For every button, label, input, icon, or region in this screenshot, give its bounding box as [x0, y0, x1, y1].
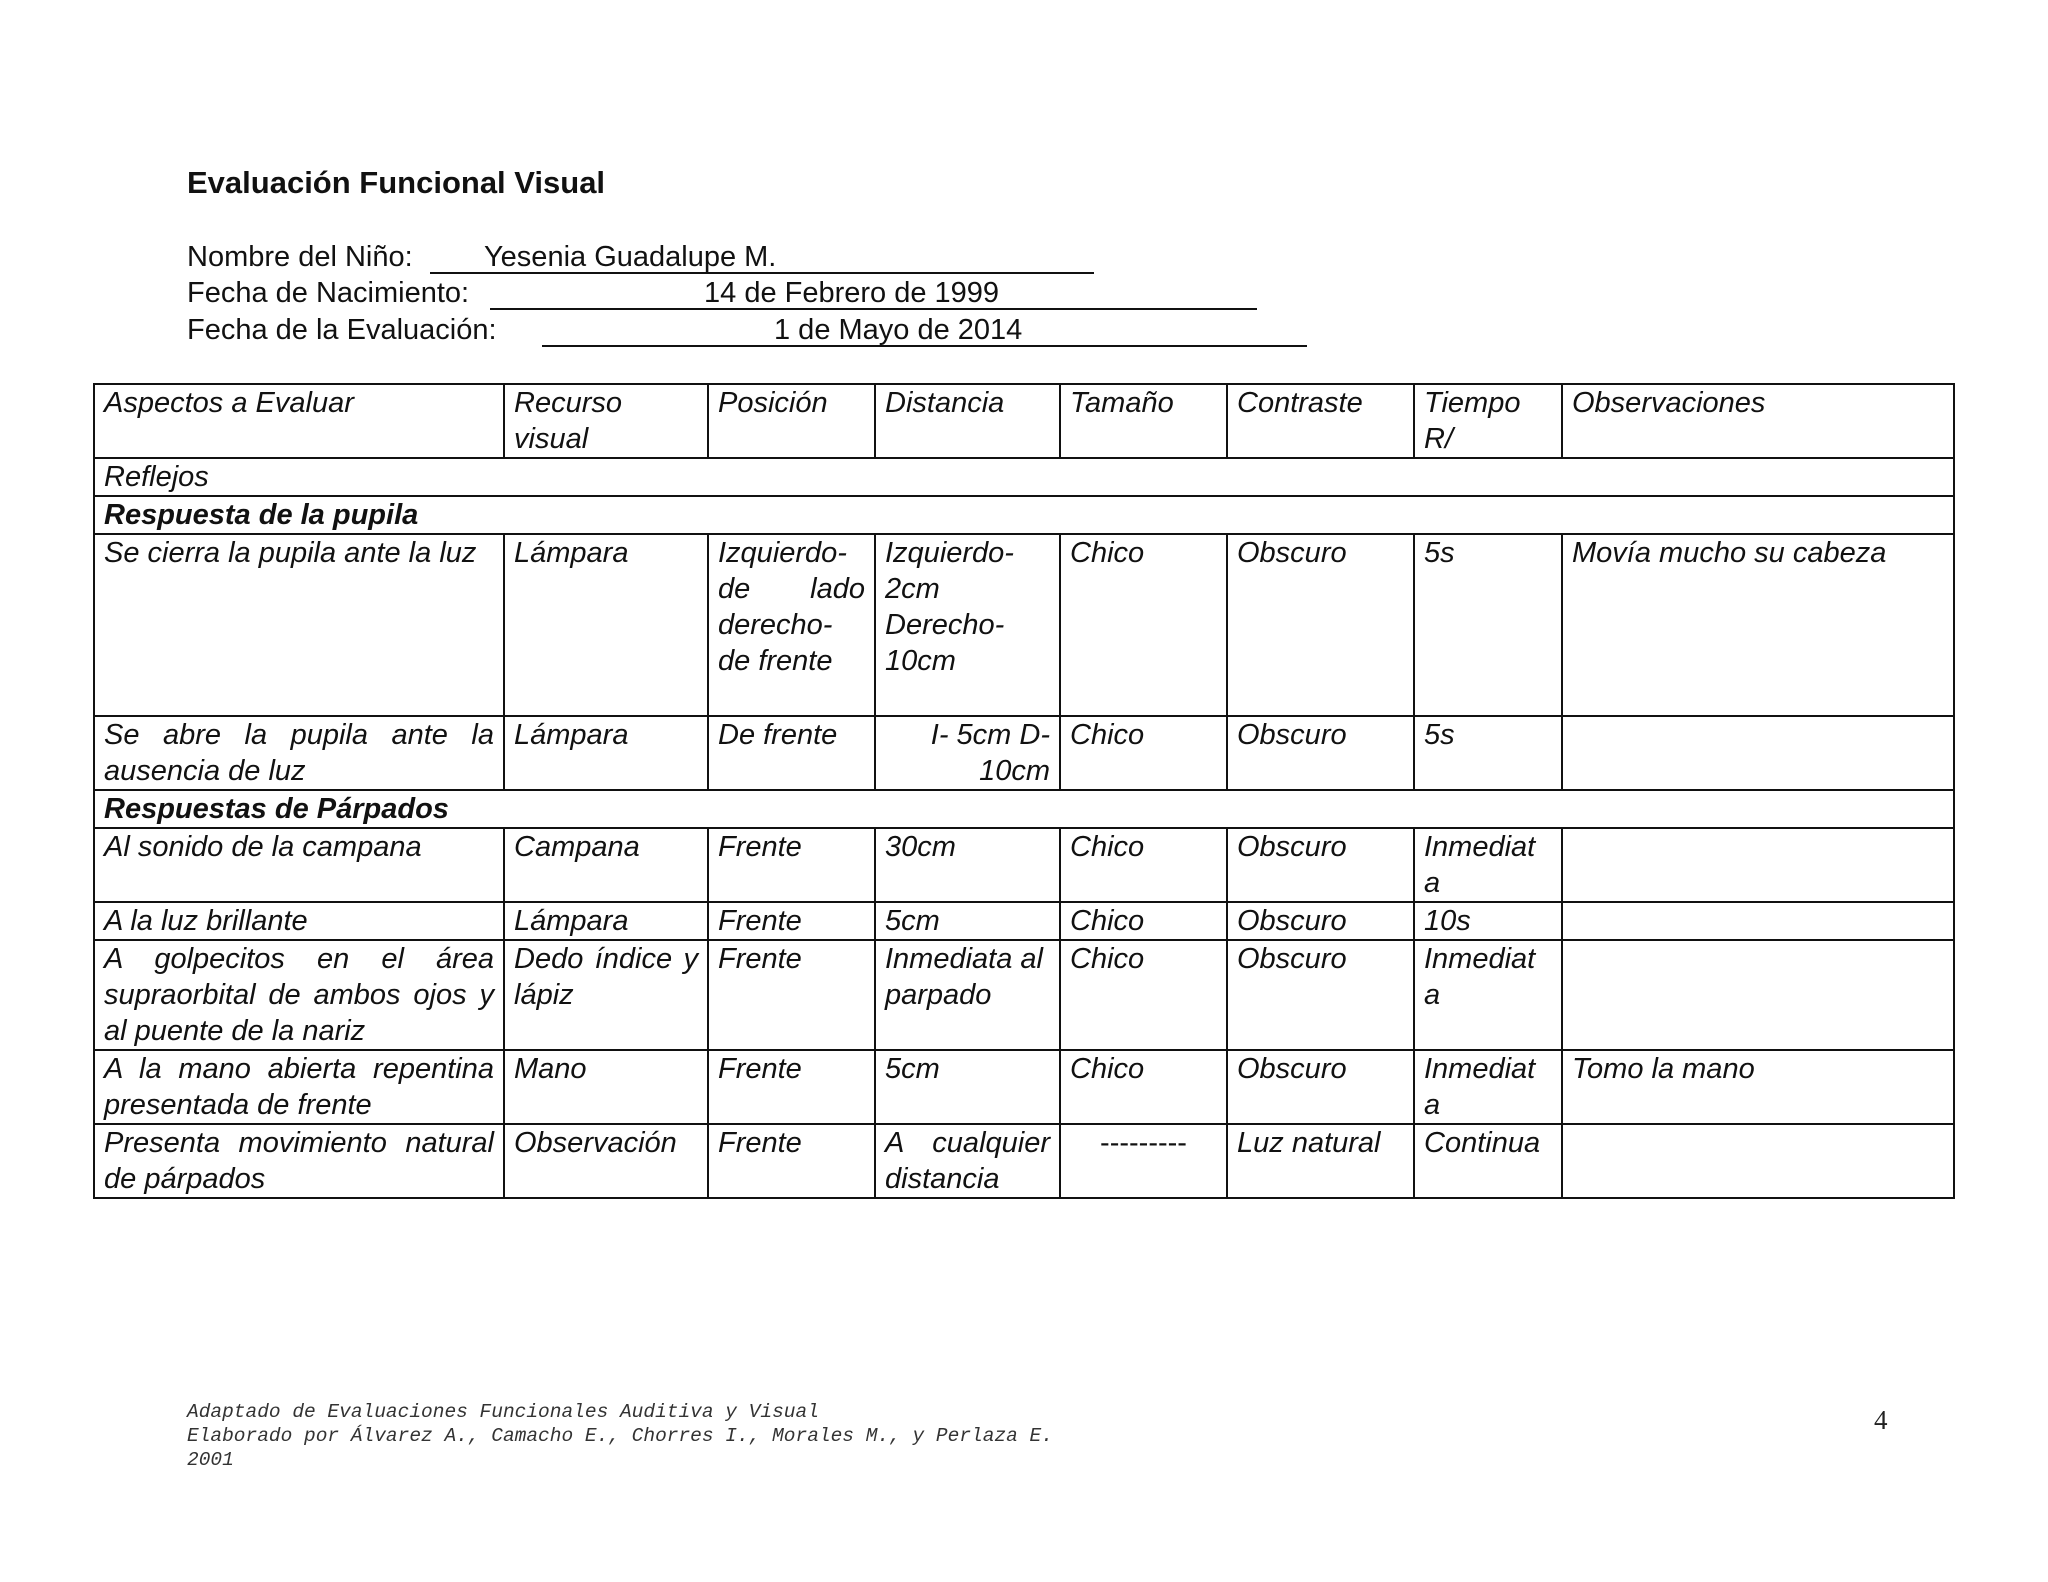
section-row — [94, 458, 1954, 496]
footer-line: Adaptado de Evaluaciones Funcionales Auditiva y Visual — [187, 1401, 819, 1423]
cell-position: Frente — [708, 828, 875, 902]
cell-size: Chico — [1060, 534, 1227, 716]
cell-aspect: Al sonido de la campana — [94, 828, 504, 902]
cell-resource: Campana — [504, 828, 708, 902]
cell-time: 5s — [1414, 534, 1562, 716]
table-row — [94, 534, 1954, 716]
cell-time: Continua — [1414, 1124, 1562, 1198]
cell-distance: Izquierdo- 2cm Derecho- 10cm — [875, 534, 1060, 716]
eval-value: 1 de Mayo de 2014 — [774, 314, 1023, 346]
cell-position: De frente — [708, 716, 875, 790]
header-cell: Distancia — [875, 384, 1060, 458]
table-row — [94, 1050, 1954, 1124]
footer-credits — [187, 1400, 1053, 1472]
cell-size: Chico — [1060, 716, 1227, 790]
cell-distance: I- 5cm D-10cm — [875, 716, 1060, 790]
document-title: Evaluación Funcional Visual — [187, 165, 606, 200]
cell-aspect: A la mano abierta repentina presentada de frente — [94, 1050, 504, 1124]
table-row — [94, 828, 1954, 902]
cell-position: Frente — [708, 1124, 875, 1198]
cell-contrast: Obscuro — [1227, 902, 1414, 940]
section-parpados: Respuestas de Párpados — [94, 790, 1954, 828]
cell-resource: Lámpara — [504, 534, 708, 716]
footer-line: 2001 — [187, 1449, 234, 1471]
cell-position: Izquierdo- de lado derecho- de frente — [708, 534, 875, 716]
name-value: Yesenia Guadalupe M. — [484, 241, 777, 273]
cell-time: Inmediat a — [1414, 828, 1562, 902]
table-row — [94, 940, 1954, 1050]
cell-observations: Tomo la mano — [1562, 1050, 1954, 1124]
cell-resource: Dedo índice y lápiz — [504, 940, 708, 1050]
cell-contrast: Obscuro — [1227, 828, 1414, 902]
cell-distance: A cualquier distancia — [875, 1124, 1060, 1198]
cell-contrast: Obscuro — [1227, 1050, 1414, 1124]
section-row — [94, 790, 1954, 828]
cell-time: 10s — [1414, 902, 1562, 940]
cell-size: Chico — [1060, 828, 1227, 902]
footer-line: Elaborado por Álvarez A., Camacho E., Chorres I., Morales M., y Perlaza E. — [187, 1425, 1053, 1447]
cell-distance: 5cm — [875, 902, 1060, 940]
cell-aspect: Se abre la pupila ante la ausencia de luz — [94, 716, 504, 790]
cell-contrast: Obscuro — [1227, 940, 1414, 1050]
cell-position: Frente — [708, 940, 875, 1050]
cell-size: Chico — [1060, 902, 1227, 940]
cell-size: Chico — [1060, 940, 1227, 1050]
table-row — [94, 716, 1954, 790]
cell-aspect: Presenta movimiento natural de párpados — [94, 1124, 504, 1198]
cell-aspect: A la luz brillante — [94, 902, 504, 940]
section-row — [94, 496, 1954, 534]
header-cell: Posición — [708, 384, 875, 458]
eval-label: Fecha de la Evaluación: — [187, 314, 497, 346]
header-row — [94, 384, 1954, 458]
cell-distance: 30cm — [875, 828, 1060, 902]
page-number: 4 — [1874, 1405, 1888, 1435]
header-cell: Contraste — [1227, 384, 1414, 458]
header-cell: Tiempo R/ — [1414, 384, 1562, 458]
cell-aspect: A golpecitos en el área supraorbital de ambos ojos y al puente de la nariz — [94, 940, 504, 1050]
cell-time: Inmediat a — [1414, 1050, 1562, 1124]
cell-resource: Lámpara — [504, 902, 708, 940]
cell-size: Chico — [1060, 1050, 1227, 1124]
cell-distance: 5cm — [875, 1050, 1060, 1124]
section-pupila: Respuesta de la pupila — [94, 496, 1954, 534]
cell-time: 5s — [1414, 716, 1562, 790]
cell-distance: Inmediata al parpado — [875, 940, 1060, 1050]
cell-aspect: Se cierra la pupila ante la luz — [94, 534, 504, 716]
cell-size: --------- — [1060, 1124, 1227, 1198]
cell-time: Inmediat a — [1414, 940, 1562, 1050]
cell-position: Frente — [708, 902, 875, 940]
cell-observations — [1562, 902, 1954, 940]
cell-observations — [1562, 716, 1954, 790]
table-row — [94, 1124, 1954, 1198]
cell-contrast: Obscuro — [1227, 534, 1414, 716]
evaluation-table — [93, 383, 1955, 1199]
name-label: Nombre del Niño: — [187, 241, 413, 273]
header-cell: Tamaño — [1060, 384, 1227, 458]
section-reflejos: Reflejos — [94, 458, 1954, 496]
cell-contrast: Luz natural — [1227, 1124, 1414, 1198]
cell-position: Frente — [708, 1050, 875, 1124]
cell-resource: Observación — [504, 1124, 708, 1198]
cell-resource: Mano — [504, 1050, 708, 1124]
cell-observations — [1562, 828, 1954, 902]
birth-label: Fecha de Nacimiento: — [187, 277, 470, 309]
cell-resource: Lámpara — [504, 716, 708, 790]
birth-value: 14 de Febrero de 1999 — [704, 277, 1000, 309]
cell-observations — [1562, 940, 1954, 1050]
header-cell: Aspectos a Evaluar — [94, 384, 504, 458]
cell-observations — [1562, 1124, 1954, 1198]
cell-observations: Movía mucho su cabeza — [1562, 534, 1954, 716]
header-cell: Recurso visual — [504, 384, 708, 458]
header-cell: Observaciones — [1562, 384, 1954, 458]
table-row — [94, 902, 1954, 940]
cell-contrast: Obscuro — [1227, 716, 1414, 790]
